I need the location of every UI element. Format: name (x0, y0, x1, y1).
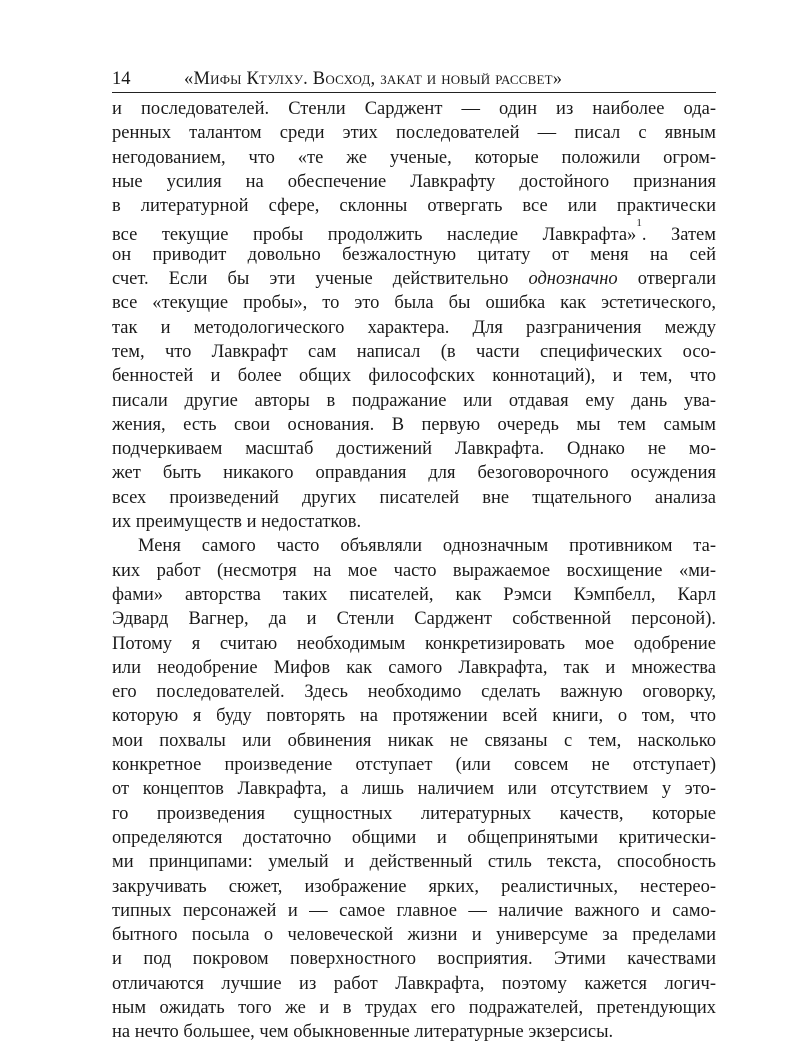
text-line: закручивать сюжет, изображение ярких, реалистичных, нестерео- (112, 876, 716, 897)
text-line: от концептов Лавкрафта, а лишь наличием или отсутствием у это- (112, 779, 716, 800)
text-line: ным ожидать того же и в трудах его подражателей, претендующих (112, 997, 716, 1018)
text-line: всех произведений других писателей вне тщательного анализа (112, 487, 716, 508)
text-line (112, 217, 716, 246)
running-title: «Мифы Ктулху. Восход, закат и новый рассвет» (184, 69, 563, 89)
text-line: или неодобрение Мифов как самого Лавкрафта, так и множества (112, 657, 716, 678)
text-line: тем, что Лавкрафт сам написал (в части специфических осо- (112, 341, 716, 362)
text-line: которую я буду повторять на протяжении всей книги, о том, что (112, 706, 716, 727)
text-line: ные усилия на обеспечение Лавкрафту достойного признания (112, 171, 716, 192)
text-line: жения, есть свои основания. В первую очередь мы тем самым (112, 414, 716, 435)
text-line: бенностей и более общих философских коннотаций), и тем, что (112, 366, 716, 387)
text-line: все «текущие пробы», то это была бы ошибка как эстетического, (112, 293, 716, 314)
text-line: конкретное произведение отступает (или совсем не отступает) (112, 755, 716, 776)
header-rule (112, 92, 716, 93)
body-text (112, 97, 716, 1045)
text-line: ми принципами: умелый и действенный стиль текста, способность (112, 852, 716, 873)
text-line: ких работ (несмотря на мое часто выражаемое восхищение «ми- (112, 560, 716, 581)
text-line (112, 267, 716, 291)
text-line: негодованием, что «те же ученые, которые положили огром- (112, 147, 716, 168)
text-line: Меня самого часто объявляли однозначным противником та- (138, 536, 716, 557)
text-line: и под покровом поверхностного восприятия. Этими качествами (112, 949, 716, 970)
running-head (112, 66, 716, 92)
text-line: типных персонажей и — самое главное — наличие важного и само- (112, 900, 716, 921)
text-line: их преимуществ и недостатков. (112, 512, 362, 533)
text-line: писали другие авторы в подражание или отдавая ему дань ува- (112, 390, 716, 411)
text-segment: счет. Если бы эти ученые действительно (112, 269, 529, 290)
text-line: на нечто большее, чем обыкновенные литературные экзерсисы. (112, 1022, 614, 1043)
footnote-marker[interactable]: 1 (636, 217, 642, 230)
text-segment: отвергали (617, 269, 716, 290)
paragraph (112, 534, 716, 1044)
text-line: определяются достаточно общими и общепринятыми критически- (112, 827, 716, 848)
text-line: го произведения сущностных литературных качеств, которые (112, 803, 716, 824)
page-number: 14 (112, 69, 131, 89)
paragraph (112, 97, 716, 534)
text-line: ренных талантом среди этих последователей — писал с явным (112, 123, 716, 144)
text-line: фами» авторства таких писателей, как Рэмси Кэмпбелл, Карл (112, 584, 716, 605)
text-line: подчеркиваем масштаб достижений Лавкрафта. Однако не мо- (112, 439, 716, 460)
text-line: так и методологического характера. Для разграничения между (112, 317, 716, 338)
text-line: бытного посыла о человеческой жизни и универсуме за пределами (112, 925, 716, 946)
text-line: его последователей. Здесь необходимо сделать важную оговорку, (112, 682, 716, 703)
text-segment: . Затем (641, 225, 716, 246)
text-line: он приводит довольно безжалостную цитату от меня на сей (112, 244, 716, 265)
emphasis-text: однозначно (528, 269, 618, 290)
text-segment: все текущие пробы продолжить наследие Лавкрафта» (112, 225, 637, 246)
text-line: и последователей. Стенли Сарджент — один из наиболее ода- (112, 99, 716, 119)
text-line: Эдвард Вагнер, да и Стенли Сарджент собственной персоной). (112, 609, 716, 630)
text-line: в литературной сфере, склонны отвергать все или практически (112, 196, 716, 217)
text-line: жет быть никакого оправдания для безоговорочного осуждения (112, 463, 716, 484)
text-line: отличаются лучшие из работ Лавкрафта, поэтому кажется логич- (112, 973, 716, 994)
text-line: Потому я считаю необходимым конкретизировать мое одобрение (112, 633, 716, 654)
text-line: мои похвалы или обвинения никак не связаны с тем, насколько (112, 730, 716, 751)
